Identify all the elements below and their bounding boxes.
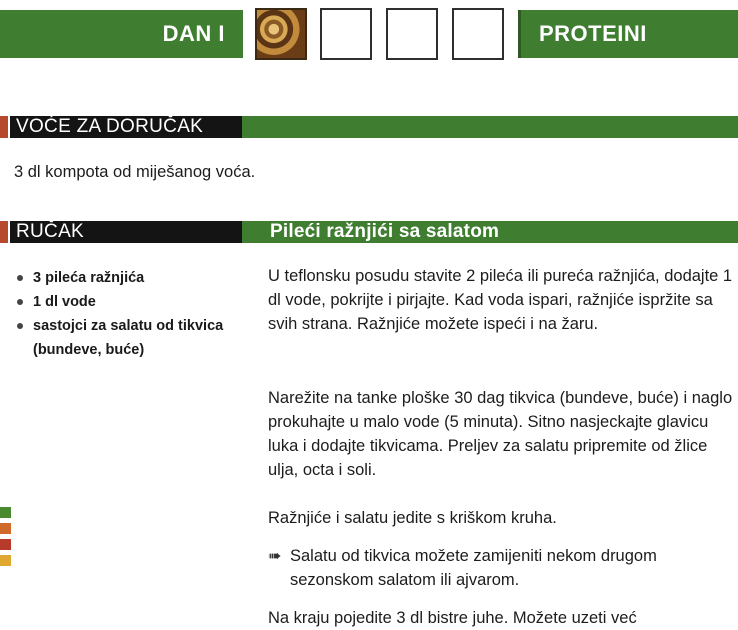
color-swatch-red (0, 539, 11, 550)
checkbox-2[interactable] (386, 8, 438, 60)
recipe-title-bar (242, 221, 738, 243)
checkbox-1[interactable] (320, 8, 372, 60)
list-item: 3 pileća ražnjića (15, 266, 245, 290)
bullet-icon (17, 275, 23, 281)
color-swatch-green (0, 507, 11, 518)
ingredient-list (15, 266, 245, 362)
recipe-tip: Salatu od tikvica možete zamijeniti nekom drugom sezonskom salatom ili ajvarom. (290, 547, 657, 589)
color-swatch-yellow (0, 555, 11, 566)
recipe-paragraph-1: U teflonsku posudu stavite 2 pileća ili pureća ražnjića, dodajte 1 dl vode, pokrijte i pirjajte. Kad voda ispari, ražnjiće ispržite sa svih strana. Ražnjiće možete ispeći i na žaru. (268, 267, 733, 333)
lunch-accent (0, 221, 8, 243)
breakfast-green-bar (242, 116, 738, 138)
lunch-title: RUČAK (16, 221, 85, 242)
day-label: DAN I (162, 21, 225, 46)
breakfast-title: VOĆE ZA DORUČAK (16, 116, 204, 137)
checkbox-3[interactable] (452, 8, 504, 60)
breakfast-title-bar (10, 116, 242, 138)
bullet-icon (17, 299, 23, 305)
recipe-title: Pileći ražnjići sa salatom (270, 221, 500, 242)
breakfast-text: 3 dl kompota od miješanog voća. (14, 163, 256, 181)
list-item: 1 dl vode (15, 290, 245, 314)
day-header (0, 10, 243, 58)
list-item: sastojci za salatu od tikvica (bundeve, buće) (15, 314, 245, 362)
breakfast-accent (0, 116, 8, 138)
recipe-paragraph-2: Narežite na tanke ploške 30 dag tikvica (bundeve, buće) i naglo prokuhajte u malo vode (5 minuta). Sitno nasjeckajte glavicu luka i dodajte tikvicama. Preljev za salatu pripremite od žlice ulja, octa i soli. (268, 389, 733, 479)
bullet-icon (17, 323, 23, 329)
lunch-title-bar (10, 221, 242, 243)
arrow-right-icon: ➠ (268, 548, 282, 565)
recipe-paragraph-5: Na kraju pojedite 3 dl bistre juhe. Možete uzeti već (268, 609, 637, 627)
recipe-paragraph-3: Ražnjiće i salatu jedite s kriškom kruha. (268, 509, 557, 527)
category-label: PROTEINI (539, 21, 647, 46)
food-thumbnail-image (255, 8, 307, 60)
category-header (518, 10, 738, 58)
color-swatch-orange (0, 523, 11, 534)
